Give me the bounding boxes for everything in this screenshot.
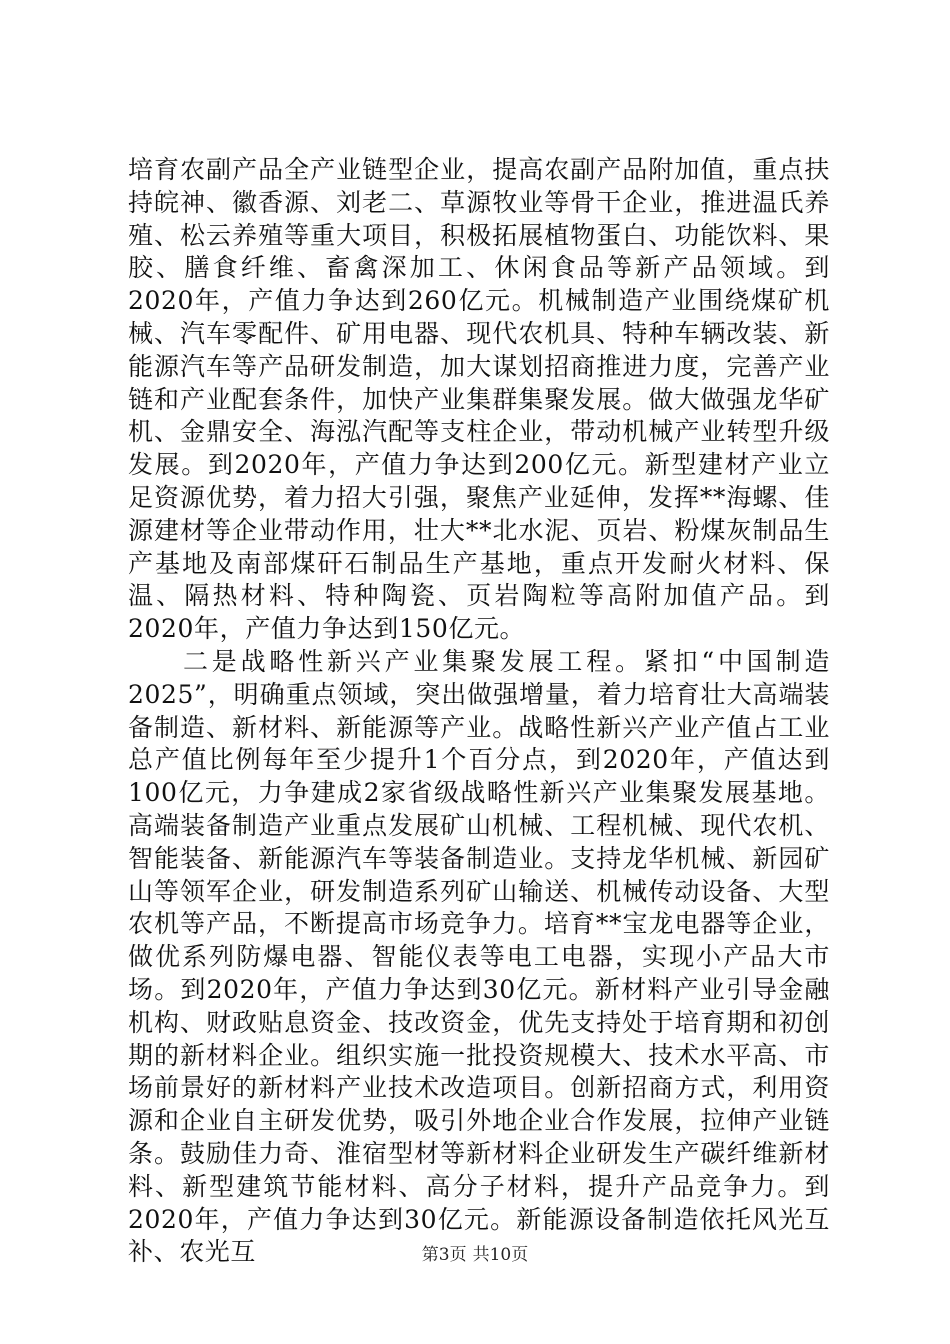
page-number: 第3页 [421,1245,467,1265]
page-footer [0,1240,950,1265]
document-body [128,154,830,1269]
body-paragraph: 培育农副产品全产业链型企业，提高农副产品附加值，重点扶持皖神、徽香源、刘老二、草源牧业等骨干企业，推进温氏养殖、松云养殖等重大项目，积极拓展植物蛋白、功能饮料、果胶、膳食纤维、畜禽深加工、休闲食品等新产品领域。到2020年，产值力争达到260亿元。机械制造产业围绕煤矿机械、汽车零配件、矿用电器、现代农机具、特种车辆改装、新能源汽车等产品研发制造，加大谋划招商推进力度，完善产业链和产业配套条件，加快产业集群集聚发展。做大做强龙华矿机、金鼎安全、海泓汽配等支柱企业，带动机械产业转型升级发展。到2020年，产值力争达到200亿元。新型建材产业立足资源优势，着力招大引强，聚焦产业延伸，发挥**海螺、佳源建材等企业带动作用，壮大**北水泥、页岩、粉煤灰制品生产基地及南部煤矸石制品生产基地，重点开发耐火材料、保温、隔热材料、特种陶瓷、页岩陶粒等高附加值产品。到2020年，产值力争达到150亿元。 [128,155,830,644]
body-paragraph: 二是战略性新兴产业集聚发展工程。紧扣“中国制造2025”，明确重点领域，突出做强增量，着力培育壮大高端装备制造、新材料、新能源等产业。战略性新兴产业产值占工业总产值比例每年至少提升1个百分点，到2020年，产值达到100亿元，力争建成2家省级战略性新兴产业集聚发展基地。高端装备制造产业重点发展矿山机械、工程机械、现代农机、智能装备、新能源汽车等装备制造业。支持龙华机械、新园矿山等领军企业，研发制造系列矿山输送、机械传动设备、大型农机等产品，不断提高市场竞争力。培育**宝龙电器等企业，做优系列防爆电器、智能仪表等电工电器，实现小产品大市场。到2020年，产值力争达到30亿元。新材料产业引导金融机构、财政贴息资金、技改资金，优先支持处于培育期和初创期的新材料企业。组织实施一批投资规模大、技术水平高、市场前景好的新材料产业技术改造项目。创新招商方式，利用资源和企业自主研发优势，吸引外地企业合作发展，拉伸产业链条。鼓励佳力奇、淮宿型材等新材料企业研发生产碳纤维新材料、新型建筑节能材料、高分子材料，提升产品竞争力。到2020年，产值力争达到30亿元。新能源设备制造依托风光互补、农光互 [128,646,830,1267]
page-total: 共10页 [472,1245,529,1265]
